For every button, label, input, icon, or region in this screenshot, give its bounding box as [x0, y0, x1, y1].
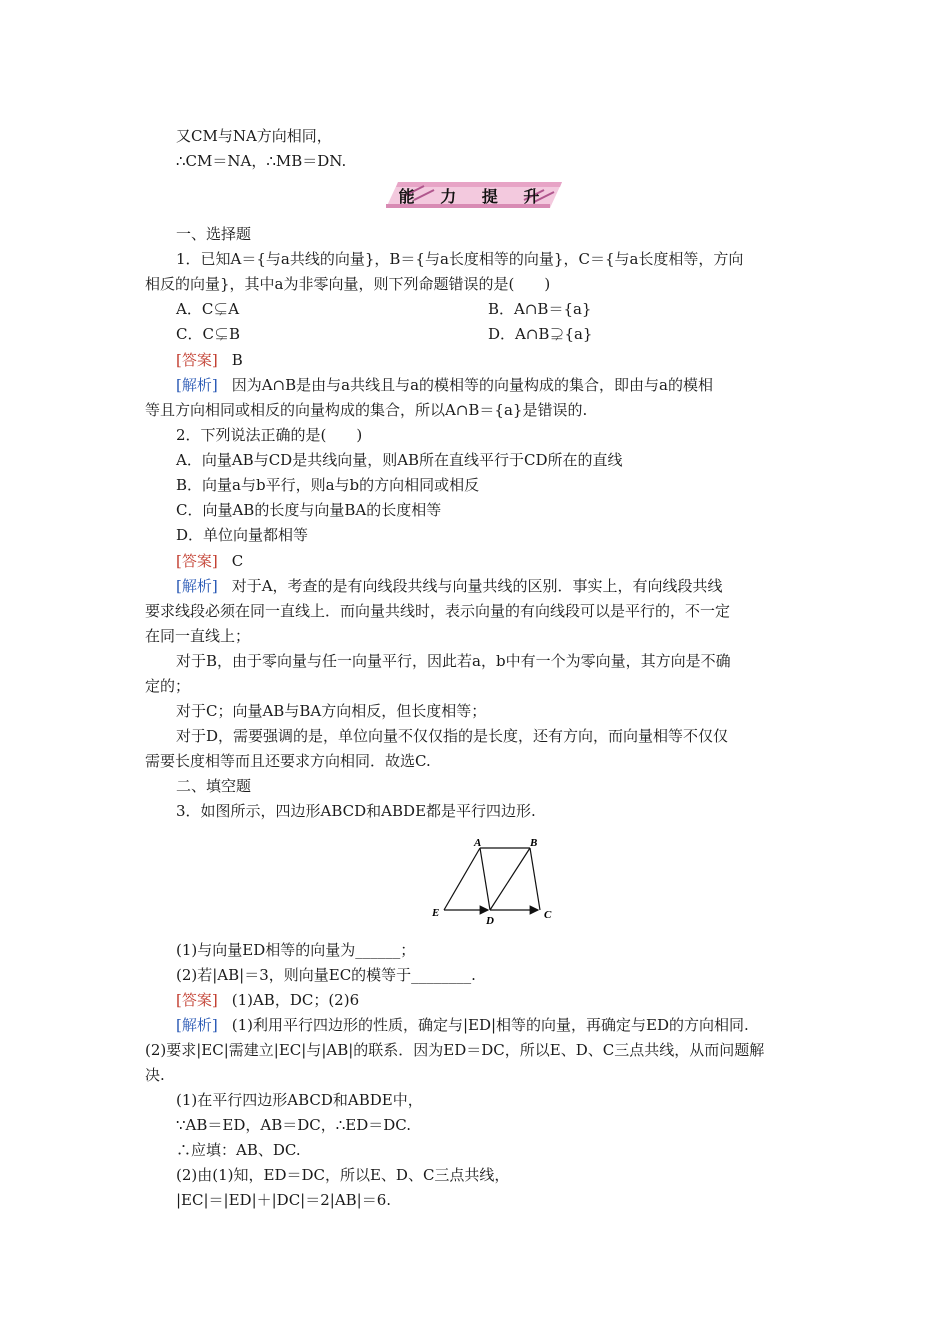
analysis-label: [解析]: [176, 376, 218, 394]
intro-line-1: 又CM与NA方向相同，: [176, 127, 332, 145]
q3-sub-2: (2)若|AB|＝3，则向量EC的模等于________.: [176, 966, 476, 984]
q2-analysis-1: [176, 576, 723, 596]
section-fill-title: 二、填空题: [176, 777, 252, 795]
segment-ea: [444, 848, 480, 910]
q1-option-b: B．A∩B＝{a}: [488, 300, 592, 318]
q3-solution-3: ∴应填：AB、DC.: [176, 1141, 301, 1159]
analysis-label: [解析]: [176, 577, 218, 595]
segment-bd: [490, 848, 530, 910]
q2-analysis-5: 定的；: [145, 677, 191, 695]
q3-analysis-1: [176, 1015, 749, 1035]
q1-analysis-2: 等且方向相同或相反的向量构成的集合，所以A∩B＝{a}是错误的.: [145, 401, 588, 419]
q2-analysis-3: 在同一直线上；: [145, 627, 251, 645]
q1-answer-value: B: [231, 351, 243, 369]
answer-label: [答案]: [176, 351, 218, 369]
segment-bc: [530, 848, 540, 910]
q2-analysis-2: 要求线段必须在同一直线上．而向量共线时，表示向量的有向线段可以是平行的，不一定: [145, 602, 731, 620]
q2-option-c: C．向量AB的长度与向量BA的长度相等: [176, 501, 442, 519]
q2-analysis-6: 对于C；向量AB与BA方向相反，但长度相等；: [176, 702, 487, 720]
q2-option-a: A．向量AB与CD是共线向量，则AB所在直线平行于CD所在的直线: [176, 451, 623, 469]
q3-solution-5: |EC|＝|ED|＋|DC|＝2|AB|＝6.: [176, 1191, 392, 1209]
label-d: D: [486, 915, 494, 927]
section-choice-title: 一、选择题: [176, 225, 252, 243]
q1-line-1: 1．已知A＝{与a共线的向量}，B＝{与a长度相等的向量}，C＝{与a长度相等，方向: [176, 250, 744, 268]
answer-label: [答案]: [176, 552, 218, 570]
q1-analysis-1: [176, 375, 713, 395]
q2-analysis-4: 对于B，由于零向量与任一向量平行，因此若a，b中有一个为零向量，其方向是不确: [176, 652, 731, 670]
intro-line-2: ∴CM＝NA，∴MB＝DN.: [176, 152, 347, 170]
q3-answer: [176, 990, 359, 1010]
label-c: C: [544, 909, 552, 921]
q3-sub-1: (1)与向量ED相等的向量为______；: [176, 941, 416, 959]
q2-answer-value: C: [231, 552, 244, 570]
q2-analysis-text: 对于A，考查的是有向线段共线与向量共线的区别．事实上，有向线段共线: [231, 577, 723, 595]
q2-option-d: D．单位向量都相等: [176, 526, 309, 544]
q3-analysis-2: (2)要求|EC|需建立|EC|与|AB|的联系．因为ED＝DC，所以E、D、C三点共线，从而问题解: [145, 1041, 765, 1059]
banner-title: 能 力 提 升: [398, 187, 550, 206]
analysis-label: [解析]: [176, 1016, 218, 1034]
answer-label: [答案]: [176, 991, 218, 1009]
q2-stem: 2．下列说法正确的是( ): [176, 426, 363, 444]
q3-analysis-text: (1)利用平行四边形的性质，确定与|ED|相等的向量，再确定与ED的方向相同.: [231, 1016, 749, 1034]
label-b: B: [530, 837, 538, 849]
q2-answer: [176, 551, 243, 571]
q3-answer-value: (1)AB，DC；(2)6: [231, 991, 360, 1009]
parallelogram-figure: [428, 836, 560, 936]
q1-option-a: A．C⊊A: [176, 300, 240, 318]
q3-solution-4: (2)由(1)知，ED＝DC，所以E、D、C三点共线，: [176, 1166, 510, 1184]
q3-analysis-3: 决.: [145, 1066, 165, 1084]
q1-option-d: D．A∩B⊋{a}: [488, 325, 593, 343]
q1-analysis-text: 因为A∩B是由与a共线且与a的模相等的向量构成的集合，即由与a的模相: [231, 376, 713, 394]
q2-option-b: B．向量a与b平行，则a与b的方向相同或相反: [176, 476, 480, 494]
q3-solution-1: (1)在平行四边形ABCD和ABDE中，: [176, 1091, 423, 1109]
q2-analysis-7: 对于D，需要强调的是，单位向量不仅仅指的是长度，还有方向，而向量相等不仅仅: [176, 727, 729, 745]
q2-analysis-8: 需要长度相等而且还要求方向相同．故选C.: [145, 752, 431, 770]
segment-ad: [480, 848, 490, 910]
q1-line-2: 相反的向量}，其中a为非零向量，则下列命题错误的是( ): [145, 275, 551, 293]
q3-solution-2: ∵AB＝ED，AB＝DC，∴ED＝DC.: [176, 1116, 411, 1134]
label-e: E: [432, 907, 440, 919]
q1-option-c: C．C⊊B: [176, 325, 240, 343]
label-a: A: [474, 837, 482, 849]
q3-stem: 3．如图所示，四边形ABCD和ABDE都是平行四边形.: [176, 802, 536, 820]
q1-answer: [176, 350, 243, 370]
section-banner: [384, 180, 564, 210]
